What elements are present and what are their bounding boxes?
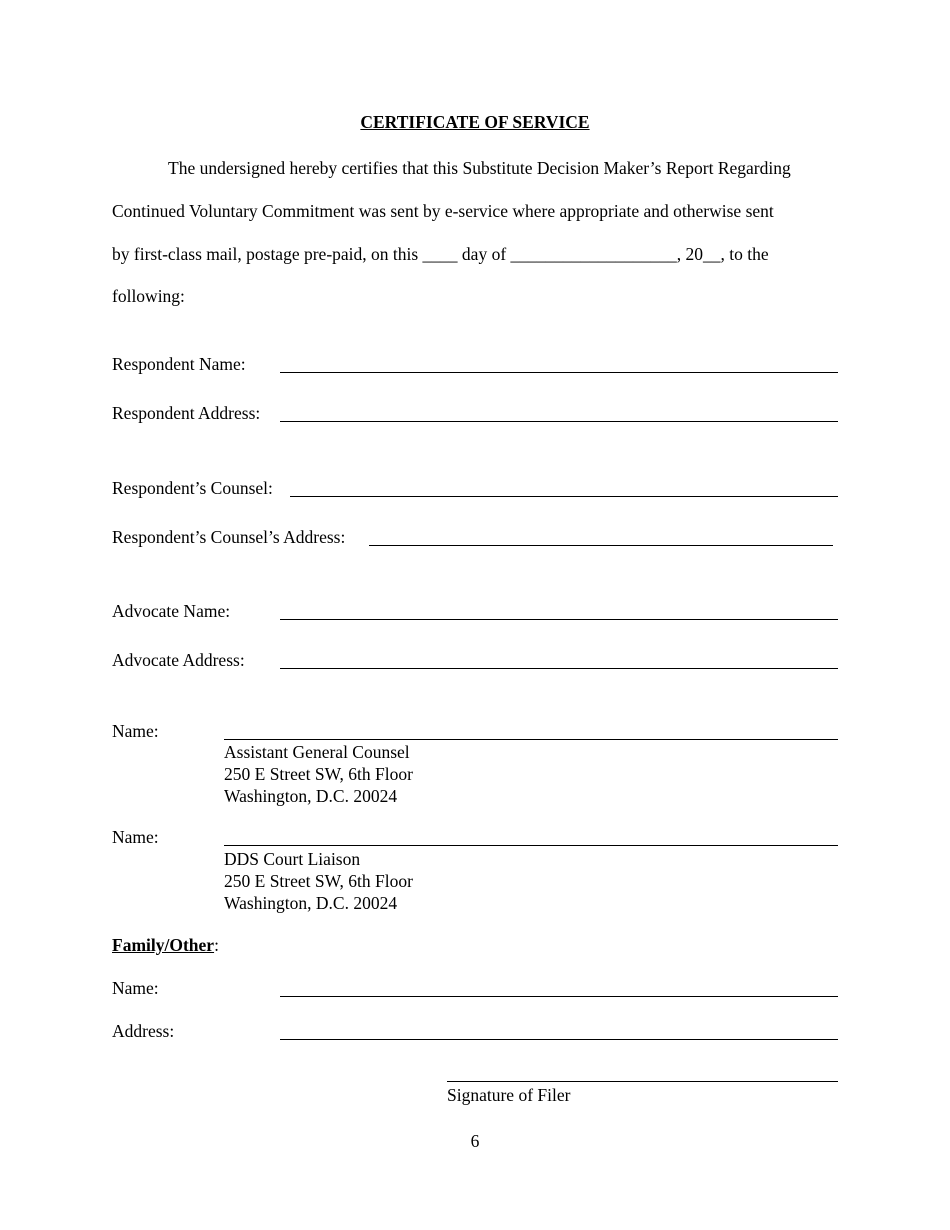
respondents-counsel-label: Respondent’s Counsel: [112, 478, 273, 498]
family-other-heading [112, 937, 219, 955]
paragraph-line-1: The undersigned hereby certifies that this Substitute Decision Maker’s Report Regarding [168, 158, 791, 178]
recipient-2-name-field[interactable] [224, 845, 838, 846]
recipient-2-line-3: Washington, D.C. 20024 [224, 893, 398, 913]
recipient-1-line-2: 250 E Street SW, 6th Floor [224, 764, 413, 784]
family-other-heading-text: Family/Other [112, 935, 215, 955]
respondents-counsel-address-field[interactable] [369, 545, 833, 546]
respondent-name-label: Respondent Name: [112, 354, 246, 374]
page-number: 6 [470, 1131, 480, 1151]
recipient-1-line-1: Assistant General Counsel [224, 742, 410, 762]
recipient-2-name-label: Name: [112, 827, 159, 847]
family-other-colon: : [214, 935, 219, 955]
advocate-name-field[interactable] [280, 619, 838, 620]
paragraph-line-4: following: [112, 286, 185, 306]
signature-label: Signature of Filer [447, 1085, 571, 1105]
recipient-1-name-field[interactable] [224, 739, 838, 740]
respondent-name-field[interactable] [280, 372, 838, 373]
recipient-2-line-1: DDS Court Liaison [224, 849, 361, 869]
respondent-address-field[interactable] [280, 421, 838, 422]
advocate-address-field[interactable] [280, 668, 838, 669]
signature-field[interactable] [447, 1081, 838, 1082]
family-name-field[interactable] [280, 996, 838, 997]
family-address-label: Address: [112, 1021, 175, 1041]
page-title: CERTIFICATE OF SERVICE [360, 112, 590, 132]
family-name-label: Name: [112, 978, 159, 998]
paragraph-line-3: by first-class mail, postage pre-paid, on this ____ day of ___________________, 20__, to the [112, 244, 769, 264]
recipient-1-line-3: Washington, D.C. 20024 [224, 786, 398, 806]
recipient-1-name-label: Name: [112, 721, 159, 741]
paragraph-line-2: Continued Voluntary Commitment was sent by e-service where appropriate and otherwise sent [112, 201, 774, 221]
family-address-field[interactable] [280, 1039, 838, 1040]
recipient-2-line-2: 250 E Street SW, 6th Floor [224, 871, 413, 891]
advocate-name-label: Advocate Name: [112, 601, 231, 621]
respondents-counsel-field[interactable] [290, 496, 838, 497]
advocate-address-label: Advocate Address: [112, 650, 245, 670]
respondents-counsel-address-label: Respondent’s Counsel’s Address: [112, 527, 346, 547]
respondent-address-label: Respondent Address: [112, 403, 261, 423]
